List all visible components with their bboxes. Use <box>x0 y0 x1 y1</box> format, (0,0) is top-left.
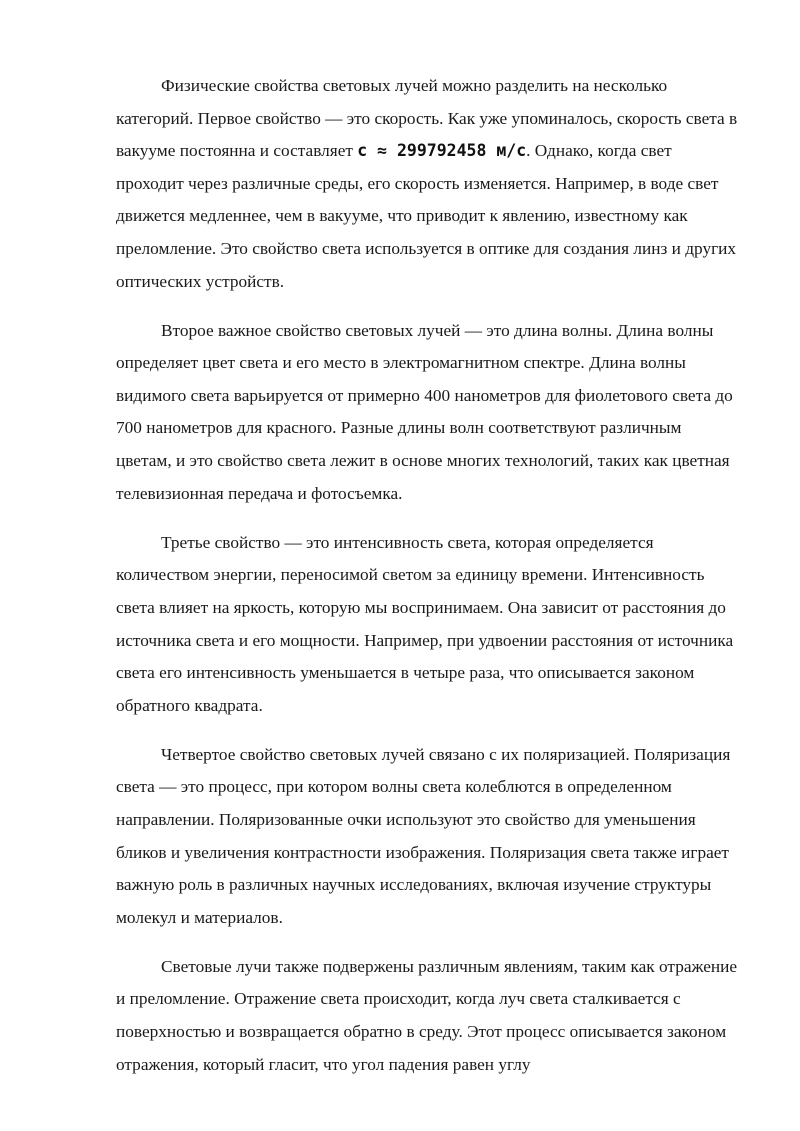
paragraph-polarization: Четвертое свойство световых лучей связано с их поляризацией. Поляризация света — это процесс, при котором волны света колеблются в определенном направлении. Поляризованные очки используют это свойство для уменьшения бликов и увеличения контрастности изображения. Поляризация света также играет важную роль в различных научных исследованиях, включая изучение структуры молекул и материалов. <box>116 744 731 927</box>
paragraph-wavelength: Второе важное свойство световых лучей — это длина волны. Длина волны определяет цвет света и его место в электромагнитном спектре. Длина волны видимого света варьируется от примерно 400 нанометров для фиолетового света до 700 нанометров для красного. Разные длины волн соответствуют различным цветам, и это свойство света лежит в основе многих технологий, таких как цветная телевизионная передача и фотосъемка. <box>116 320 733 503</box>
paragraph-speed-text-before: Физические свойства световых лучей можно разделить на несколько категорий. Первое свойство — это скорость. Как уже упоминалось, скорость света в вакууме постоянна и составляет <box>116 76 738 161</box>
paragraph-intensity: Третье свойство — это интенсивность света, которая определяется количеством энергии, переносимой светом за единицу времени. Интенсивность света влияет на яркость, которую мы воспринимаем. Она зависит от расстояния до источника света и его мощности. Например, при удвоении расстояния от источника света его интенсивность уменьшается в четыре раза, что описывается законом обратного квадрата. <box>116 532 734 715</box>
paragraph-speed <box>116 70 738 298</box>
paragraph-reflection: Световые лучи также подвержены различным явлениям, таким как отражение и преломление. Отражение света происходит, когда луч света сталкивается с поверхностью и возвращается обратно в среду. Этот процесс описывается законом отражения, который гласит, что угол падения равен углу <box>116 956 738 1074</box>
speed-of-light-formula: c ≈ 299792458 м/с <box>357 141 527 161</box>
paragraph-speed-text-after: . Однако, когда свет проходит через различные среды, его скорость изменяется. Например, в воде свет движется медленнее, чем в вакууме, что приводит к явлению, известному как преломление. Это свойство света используется в оптике для создания линз и других оптических устройств. <box>116 141 737 291</box>
